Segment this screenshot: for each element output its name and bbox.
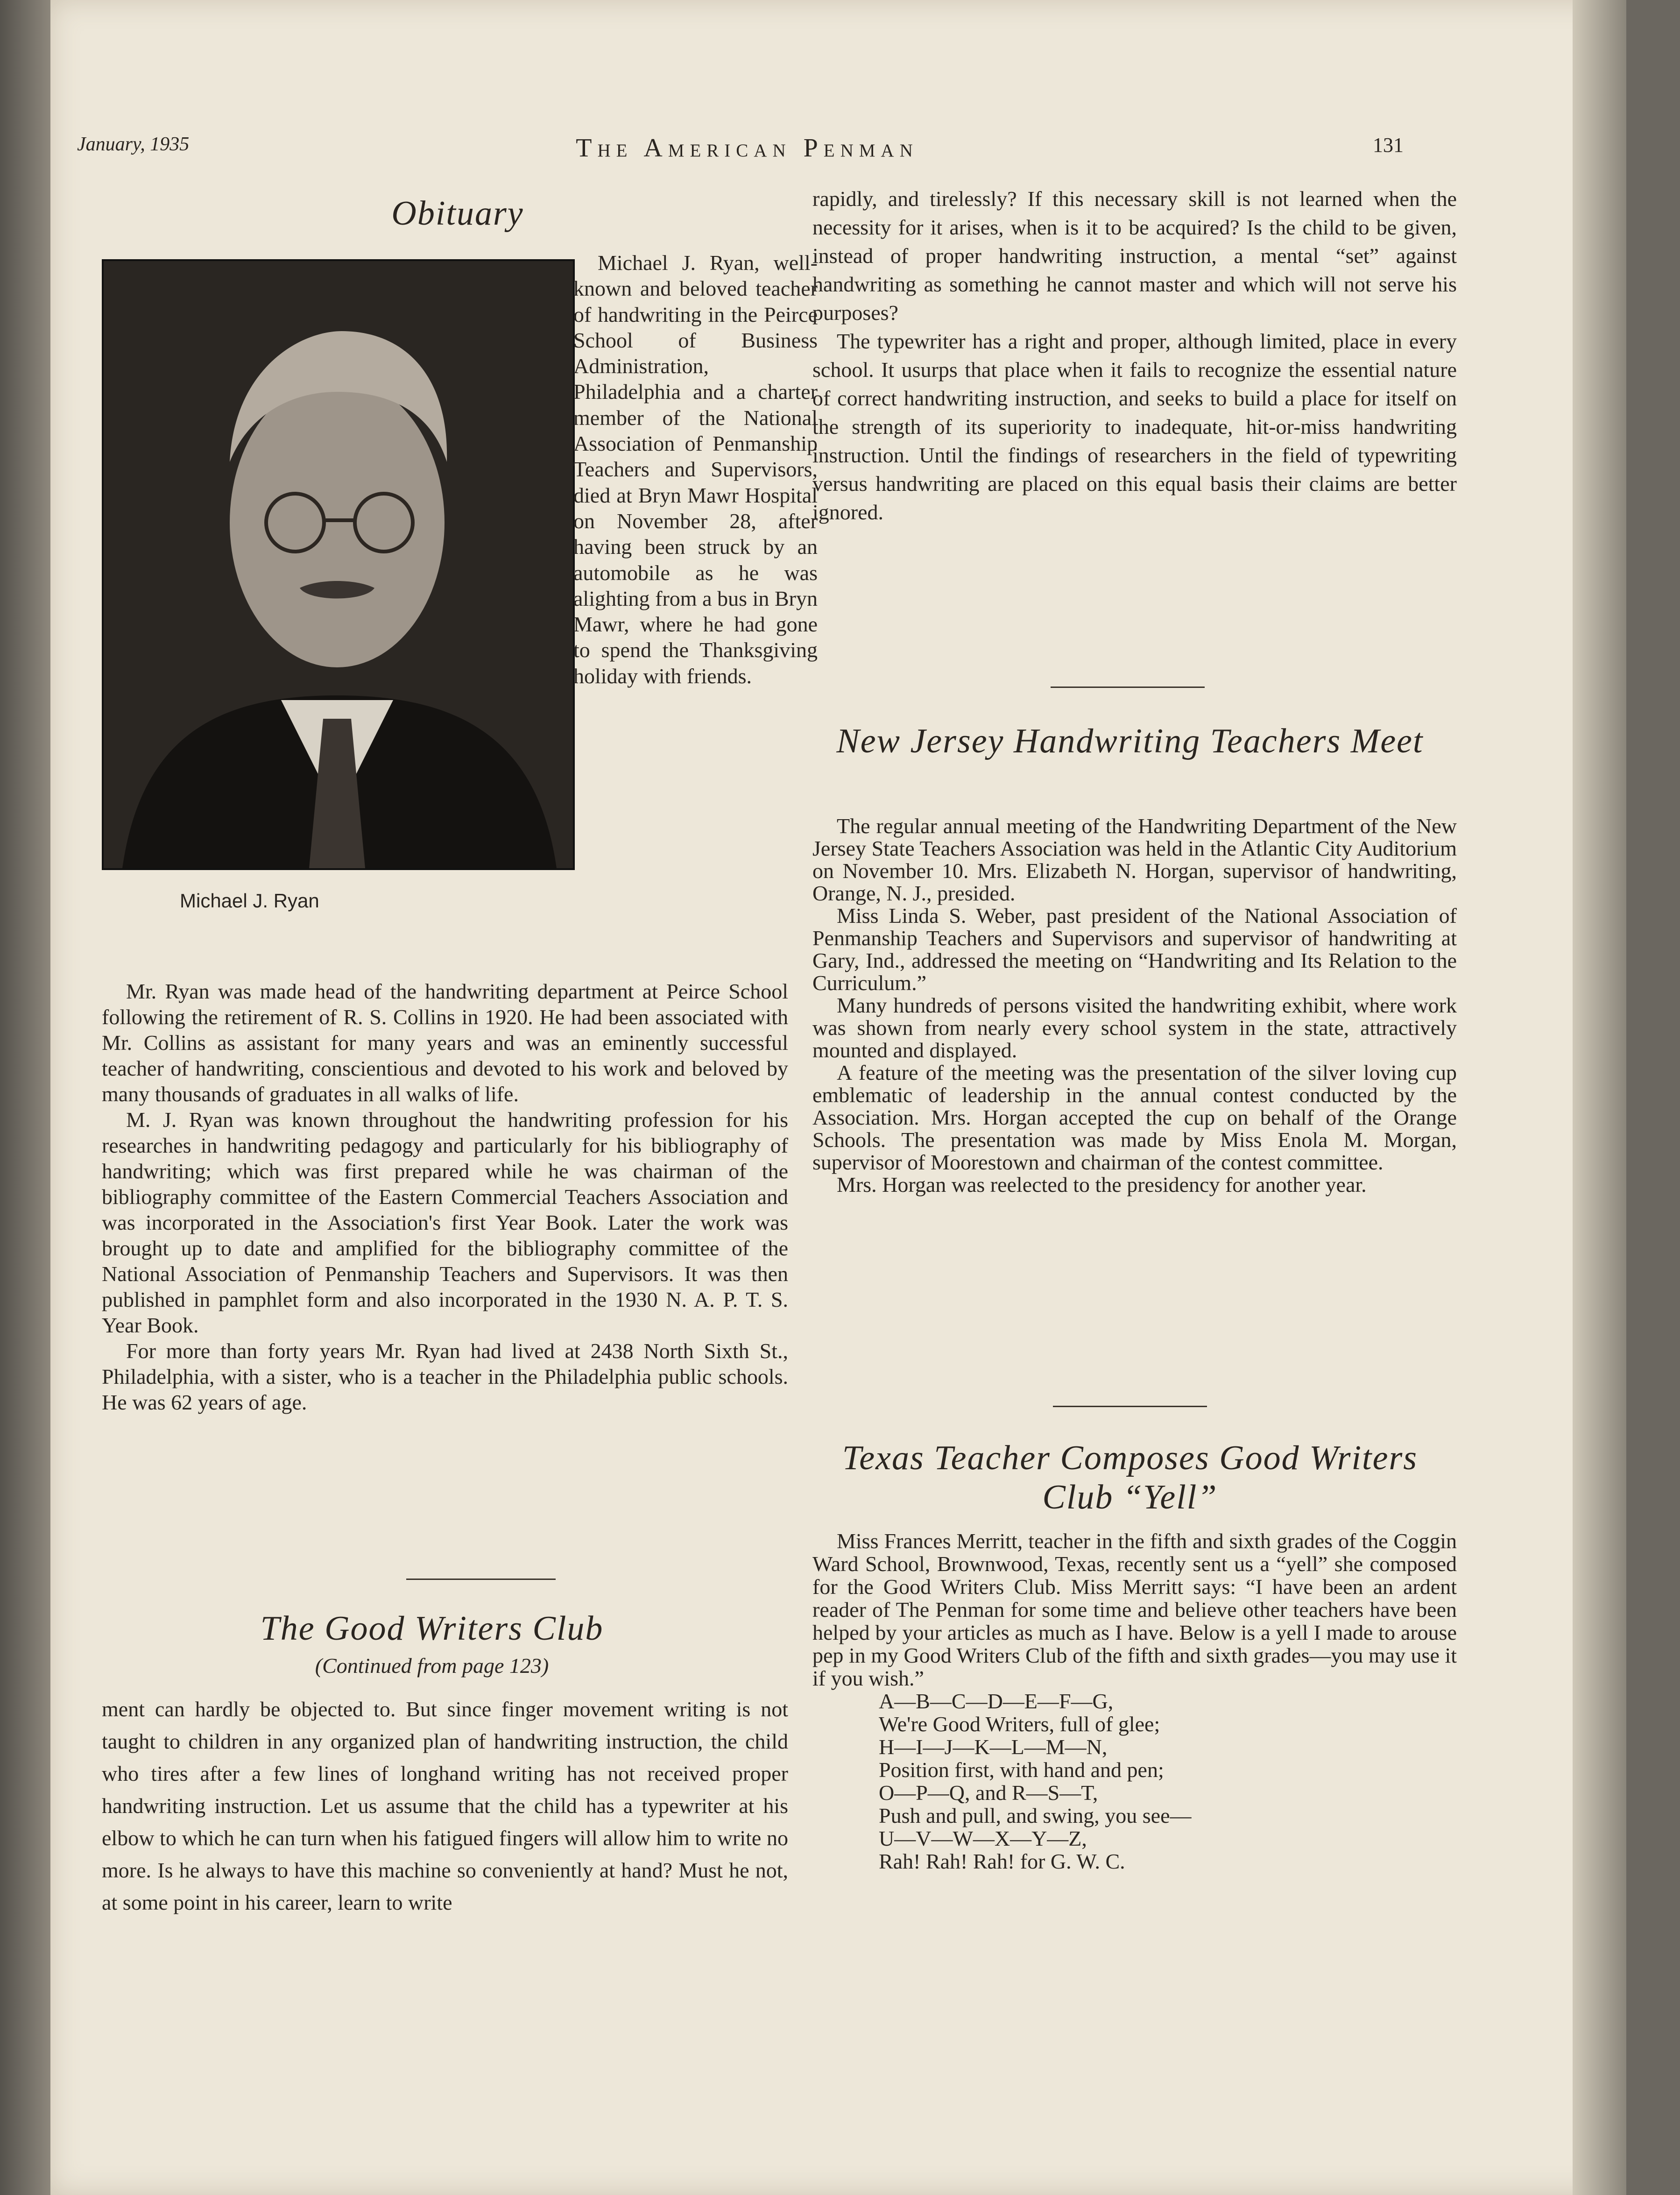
new-jersey-paragraph: Many hundreds of persons visited the handwriting exhibit, where work was shown from nearly every school system in the state, attractively mounted and displayed. bbox=[812, 993, 1457, 1062]
good-writers-continuation bbox=[812, 184, 1457, 526]
yell-line: U—V—W—X—Y—Z, bbox=[879, 1827, 1087, 1850]
texas-paragraph: Miss Frances Merritt, teacher in the fifth and sixth grades of the Coggin Ward School, Brownwood, Texas, recently sent us a “yell” she composed for the Good Writers Club. Miss Merritt says: “I have been an ardent reader of The Penman for some time and believe other teachers have been helped by your articles as much as I have. Below is a yell I made to arouse pep in my Good Writers Club of the fifth and sixth grades—you may use it if you wish.” bbox=[812, 1529, 1457, 1690]
obituary-paragraph: M. J. Ryan was known throughout the handwriting profession for his researches in handwriting pedagogy and particularly for his bibliography of handwriting; which was first prepared while he was chairman of the bibliography committee of the Eastern Commercial Teachers Association and was incorporated in the Association's first Year Book. Later the work was brought up to date and amplified for the bibliography committee of the National Association of Penmanship Teachers and Supervisors. It was then published in pamphlet form and also incorporated in the 1930 N. A. P. T. S. Year Book. bbox=[102, 1108, 788, 1337]
texas-body bbox=[812, 1529, 1457, 1873]
yell-line: A—B—C—D—E—F—G, bbox=[879, 1689, 1114, 1713]
header-title: The American Penman bbox=[576, 134, 918, 163]
texas-title: Texas Teacher Composes Good Writers Club “Yell” bbox=[842, 1439, 1418, 1516]
header-date: January, 1935 bbox=[77, 134, 190, 155]
new-jersey-body bbox=[812, 815, 1457, 1196]
obituary-paragraph: Mr. Ryan was made head of the handwriting department at Peirce School following the retirement of R. S. Collins in 1920. He had been associated with Mr. Collins as assistant for many years and was an eminently successful teacher of handwriting, conscientious and devoted to his work and beloved by many thousands of graduates in all walks of life. bbox=[102, 979, 788, 1106]
continuation-paragraph: rapidly, and tirelessly? If this necessary skill is not learned when the necessity for it arises, when is it to be acquired? Is the child to be given, instead of proper handwriting instruction, a mental “set” against handwriting as something he cannot master and which will not serve his purposes? bbox=[812, 187, 1457, 325]
page-number: 131 bbox=[1373, 134, 1404, 156]
obituary-intro-text: Michael J. Ryan, well-known and beloved teacher of handwriting in the Peirce School of Business Administration, Philadelphia and a charter member of the National Association of Penmanship Teachers and Supervisors, died at Bryn Mawr Hospital on November 28, after having been struck by an automobile as he was alighting from a bus in Bryn Mawr, where he had gone to spend the Thanksgiving holiday with friends. bbox=[573, 251, 818, 688]
new-jersey-paragraph: A feature of the meeting was the presentation of the silver loving cup emblematic of leadership in the annual contest conducted by the Association. Mrs. Horgan accepted the cup on behalf of the Orange Schools. The presentation was made by Miss Enola M. Morgan, supervisor of Moorestown and chairman of the contest committee. bbox=[812, 1061, 1457, 1174]
section-divider bbox=[406, 1579, 556, 1580]
obituary-paragraph: For more than forty years Mr. Ryan had lived at 2438 North Sixth St., Philadelphia, with a sister, who is a teacher in the Philadelphia public schools. He was 62 years of age. bbox=[102, 1339, 788, 1414]
book-spine bbox=[0, 0, 50, 2195]
obituary-body bbox=[102, 978, 788, 1415]
new-jersey-paragraph: The regular annual meeting of the Handwriting Department of the New Jersey State Teachers Association was held in the Atlantic City Auditorium on November 10. Mrs. Elizabeth N. Horgan, supervisor of handwriting, Orange, N. J., presided. bbox=[812, 814, 1457, 905]
new-jersey-paragraph: Mrs. Horgan was reelected to the presidency for another year. bbox=[837, 1173, 1367, 1197]
yell-line: Position first, with hand and pen; bbox=[879, 1758, 1164, 1782]
yell-line: Rah! Rah! Rah! for G. W. C. bbox=[879, 1849, 1125, 1873]
yell-line: H—I—J—K—L—M—N, bbox=[879, 1735, 1108, 1759]
new-jersey-paragraph: Miss Linda S. Weber, past president of the National Association of Penmanship Teachers and Supervisors and supervisor of handwriting at Gary, Ind., addressed the meeting on “Handwriting and Its Relation to the Curriculum.” bbox=[812, 904, 1457, 995]
yell-line: Push and pull, and swing, you see— bbox=[879, 1804, 1192, 1827]
page-edge bbox=[1573, 0, 1626, 2195]
yell-verse bbox=[812, 1690, 1457, 1873]
good-writers-title: The Good Writers Club bbox=[260, 1609, 604, 1648]
section-divider bbox=[1053, 1406, 1207, 1407]
new-jersey-title: New Jersey Handwriting Teachers Meet bbox=[836, 722, 1424, 760]
obituary-intro bbox=[573, 250, 818, 689]
yell-line: We're Good Writers, full of glee; bbox=[879, 1712, 1160, 1736]
photo-caption: Michael J. Ryan bbox=[180, 890, 319, 912]
portrait-photo bbox=[102, 259, 575, 870]
section-divider bbox=[1051, 687, 1205, 688]
continued-note bbox=[159, 1653, 705, 1678]
portrait-image bbox=[104, 261, 573, 868]
obituary-title: Obituary bbox=[391, 194, 524, 233]
continuation-paragraph: The typewriter has a right and proper, although limited, place in every school. It usurps that place when it fails to recognize the essential nature of correct handwriting instruction, and seeks to build a place for itself on the strength of its superiority to inadequate, hit-or-miss handwriting instruction. Until the findings of researchers in the field of typewriting versus handwriting are placed on this equal basis their claims are better ignored. bbox=[812, 329, 1457, 524]
continued-note-text: (Continued from page 123) bbox=[315, 1654, 549, 1678]
yell-line: O—P—Q, and R—S—T, bbox=[879, 1781, 1098, 1805]
good-writers-body bbox=[102, 1693, 788, 1919]
good-writers-paragraph: ment can hardly be objected to. But since finger movement writing is not taught to children in any organized plan of handwriting instruction, the child who tires after a few lines of longhand writing has not received proper handwriting instruction. Let us assume that the child has a typewriter at his elbow to which he can turn when his fatigued fingers will allow him to write no more. Is he always to have this machine so conveniently at hand? Must he not, at some point in his career, learn to write bbox=[102, 1697, 788, 1914]
